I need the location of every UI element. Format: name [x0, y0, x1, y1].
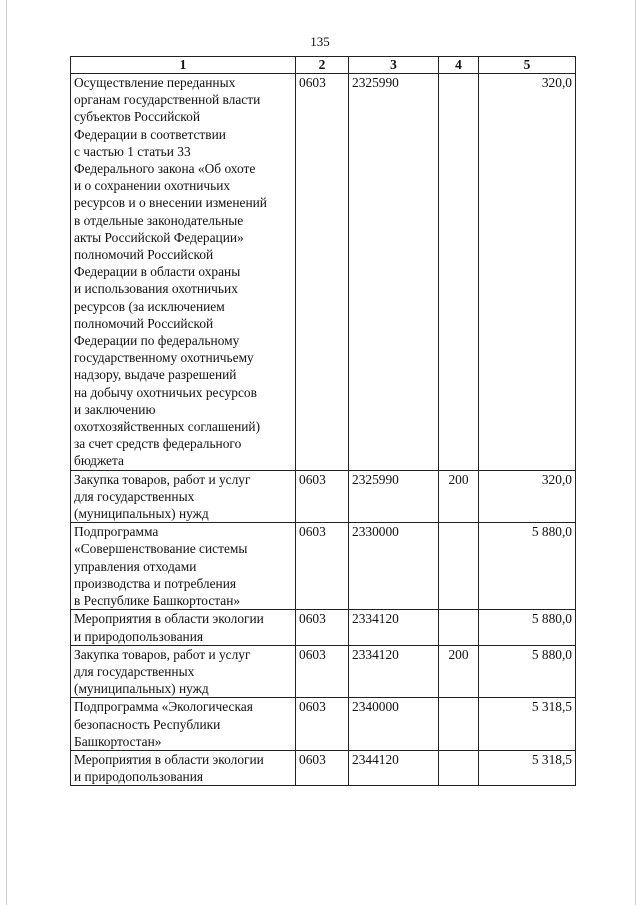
row-name-line: Осуществление переданных — [74, 75, 236, 90]
row-name-line: Закупка товаров, работ и услуг — [74, 471, 251, 487]
row-target-code: 2325990 — [349, 470, 439, 523]
row-expense-type — [439, 750, 479, 785]
row-name-line: и использования охотничьих — [74, 281, 238, 297]
row-name-line: (муниципальных) нужд — [74, 681, 209, 697]
row-section-code: 0603 — [296, 698, 349, 751]
page-number: 135 — [310, 34, 330, 49]
row-section-code: 0603 — [296, 610, 349, 645]
table-row — [71, 74, 576, 471]
row-expense-type — [439, 698, 479, 751]
header-col-1: 1 — [71, 57, 296, 74]
row-section-code: 0603 — [296, 750, 349, 785]
header-col-4: 4 — [439, 57, 479, 74]
row-expense-type — [439, 74, 479, 471]
table-body — [71, 74, 576, 786]
row-name-line: для государственных — [74, 663, 195, 679]
row-name-line: бюджета — [74, 453, 124, 469]
row-target-code: 2344120 — [349, 750, 439, 785]
row-target-code: 2334120 — [349, 610, 439, 645]
row-name-line: Мероприятия в области экологии — [74, 751, 264, 767]
row-name-cell — [71, 645, 296, 698]
row-amount: 5 880,0 — [479, 523, 576, 610]
row-name-line: Федерального закона «Об охоте — [74, 161, 256, 177]
row-name-line: ресурсов (за исключением — [74, 298, 225, 314]
table-row — [71, 610, 576, 645]
row-name-line: органам государственной власти — [74, 92, 261, 108]
table-row — [71, 645, 576, 698]
row-name-cell — [71, 74, 296, 471]
row-name-line: и природопользования — [74, 628, 204, 644]
header-col-3: 3 — [349, 57, 439, 74]
row-name-line: Федерации в соответствии — [74, 126, 226, 142]
row-amount: 5 880,0 — [479, 610, 576, 645]
row-name-line: Подпрограмма «Экологическая — [74, 699, 253, 715]
row-section-code: 0603 — [296, 523, 349, 610]
row-name-line: безопасность Республики — [74, 716, 221, 732]
row-name-line: и о сохранении охотничьих — [74, 178, 231, 194]
row-name-line: на добычу охотничьих ресурсов — [74, 384, 257, 400]
row-section-code: 0603 — [296, 470, 349, 523]
header-row — [71, 57, 576, 74]
row-expense-type — [439, 523, 479, 610]
row-name-line: полномочий Российской — [74, 247, 214, 263]
row-name-line: управления отходами — [74, 558, 197, 574]
row-name-line: «Совершенствование системы — [74, 541, 248, 557]
row-name-line: надзору, выдаче разрешений — [74, 367, 237, 383]
table-row — [71, 470, 576, 523]
row-name-line: и заключению — [74, 401, 156, 417]
budget-table — [70, 56, 576, 786]
row-name-line: (муниципальных) нужд — [74, 506, 209, 522]
row-amount: 320,0 — [479, 470, 576, 523]
table-header — [71, 57, 576, 74]
row-name-cell — [71, 750, 296, 785]
row-expense-type: 200 — [439, 645, 479, 698]
row-name-line: и природопользования — [74, 769, 204, 785]
row-expense-type: 200 — [439, 470, 479, 523]
row-amount: 5 318,5 — [479, 750, 576, 785]
row-name-line: акты Российской Федерации» — [74, 229, 244, 245]
row-name-line: государственному охотничьему — [74, 350, 254, 366]
table-row — [71, 698, 576, 751]
row-name-line: Подпрограмма — [74, 524, 159, 540]
row-amount: 5 880,0 — [479, 645, 576, 698]
row-name-line: Федерации в области охраны — [74, 264, 241, 280]
row-name-line: Мероприятия в области экологии — [74, 611, 264, 627]
row-name-line: Башкортостан» — [74, 733, 162, 749]
row-name-line: субъектов Российской — [74, 109, 200, 125]
header-col-5: 5 — [479, 57, 576, 74]
row-name-cell — [71, 470, 296, 523]
header-col-2: 2 — [296, 57, 349, 74]
scan-edge-left — [6, 0, 7, 905]
row-name-line: Закупка товаров, работ и услуг — [74, 646, 251, 662]
row-section-code: 0603 — [296, 74, 349, 471]
row-name-line: за счет средств федерального — [74, 436, 242, 452]
row-name-line: ресурсов и о внесении изменений — [74, 195, 267, 211]
row-expense-type — [439, 610, 479, 645]
row-name-line: для государственных — [74, 488, 195, 504]
row-target-code: 2334120 — [349, 645, 439, 698]
row-name-line: охотхозяйственных соглашений) — [74, 419, 261, 435]
row-section-code: 0603 — [296, 645, 349, 698]
scan-edge-right — [635, 0, 636, 905]
row-amount: 5 318,5 — [479, 698, 576, 751]
table-row — [71, 750, 576, 785]
row-name-cell — [71, 610, 296, 645]
row-name-line: в Республике Башкортостан» — [74, 593, 241, 609]
row-name-cell — [71, 698, 296, 751]
row-amount: 320,0 — [479, 74, 576, 471]
row-name-line: производства и потребления — [74, 575, 237, 591]
row-target-code: 2330000 — [349, 523, 439, 610]
row-name-line: Федерации по федеральному — [74, 333, 240, 349]
row-target-code: 2325990 — [349, 74, 439, 471]
row-name-line: с частью 1 статьи 33 — [74, 143, 191, 159]
row-name-line: в отдельные законодательные — [74, 212, 244, 228]
row-target-code: 2340000 — [349, 698, 439, 751]
row-name-line: полномочий Российской — [74, 315, 214, 331]
row-name-cell — [71, 523, 296, 610]
table-row — [71, 523, 576, 610]
